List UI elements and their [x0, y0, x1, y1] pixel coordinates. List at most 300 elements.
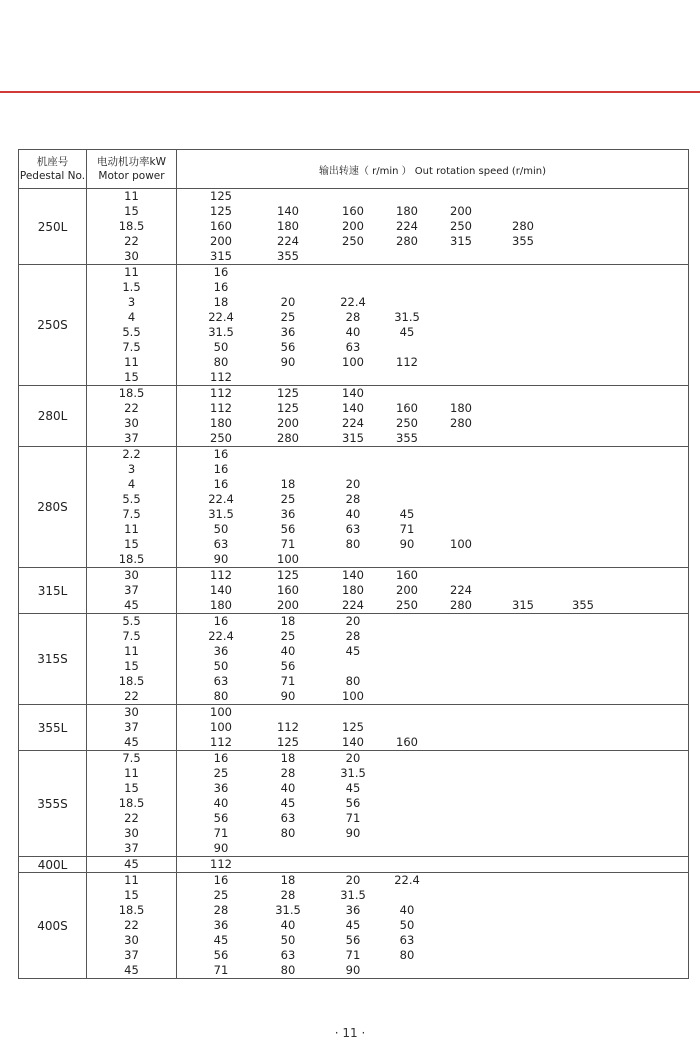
speed-value: 36 — [345, 903, 361, 917]
speed-value: 250 — [396, 416, 418, 430]
speed-value: 280 — [512, 219, 534, 233]
speed-value: 63 — [213, 537, 229, 551]
speed-header: 输出转速（ r/min ） Out rotation speed (r/min) — [177, 150, 689, 189]
speed-value: 80 — [213, 689, 229, 703]
speed-value: 71 — [280, 674, 296, 688]
speed-value: 90 — [399, 537, 415, 551]
speed-value: 36 — [280, 507, 296, 521]
speed-value: 80 — [345, 674, 361, 688]
power-header — [87, 150, 177, 189]
speed-value: 80 — [399, 948, 415, 962]
speed-line — [177, 933, 688, 948]
speed-line — [177, 796, 688, 811]
speed-value: 355 — [572, 598, 594, 612]
speed-value: 16 — [213, 265, 229, 279]
power-value: 15 — [124, 888, 139, 902]
speed-line — [177, 841, 688, 856]
pedestal-cell: 280L — [19, 386, 87, 447]
power-value: 22 — [124, 401, 139, 415]
power-value: 37 — [124, 841, 139, 855]
speed-value: 36 — [213, 918, 229, 932]
power-value: 11 — [124, 522, 139, 536]
speed-value: 180 — [277, 219, 299, 233]
speed-value: 18 — [280, 873, 296, 887]
speed-value: 125 — [277, 401, 299, 415]
speed-value: 25 — [280, 492, 296, 506]
speed-value: 140 — [210, 583, 232, 597]
speed-cell — [177, 265, 689, 386]
speed-value: 180 — [210, 598, 232, 612]
speed-value: 125 — [210, 204, 232, 218]
speed-line — [177, 674, 688, 689]
speed-line — [177, 903, 688, 918]
speed-value: 16 — [213, 751, 229, 765]
speed-line — [177, 492, 688, 507]
power-header-zh: 电动机功率kW — [97, 156, 166, 168]
speed-value: 90 — [213, 552, 229, 566]
speed-value: 355 — [512, 234, 534, 248]
speed-line — [177, 918, 688, 933]
speed-value: 280 — [396, 234, 418, 248]
speed-value: 28 — [345, 492, 361, 506]
speed-value: 16 — [213, 447, 229, 461]
speed-value: 224 — [450, 583, 472, 597]
speed-value: 200 — [277, 598, 299, 612]
speed-value: 71 — [345, 948, 361, 962]
speed-line — [177, 234, 688, 249]
speed-value: 63 — [280, 948, 296, 962]
power-value: 11 — [124, 873, 139, 887]
power-value: 7.5 — [122, 751, 141, 765]
speed-value: 63 — [213, 674, 229, 688]
speed-value: 45 — [280, 796, 296, 810]
power-value: 37 — [124, 720, 139, 734]
speed-value: 56 — [345, 933, 361, 947]
speed-line — [177, 325, 688, 340]
speed-line — [177, 644, 688, 659]
speed-line — [177, 189, 688, 204]
speed-line — [177, 249, 688, 264]
speed-value: 71 — [213, 963, 229, 977]
speed-line — [177, 948, 688, 963]
table-row — [19, 189, 689, 265]
pedestal-cell: 280S — [19, 447, 87, 568]
speed-cell — [177, 614, 689, 705]
speed-cell — [177, 857, 689, 873]
power-value: 15 — [124, 370, 139, 384]
speed-value: 31.5 — [208, 507, 234, 521]
speed-line — [177, 204, 688, 219]
speed-line — [177, 735, 688, 750]
speed-value: 28 — [345, 310, 361, 324]
power-value: 11 — [124, 644, 139, 658]
power-cell — [87, 614, 177, 705]
speed-value: 28 — [280, 888, 296, 902]
speed-line — [177, 598, 688, 613]
table-row — [19, 751, 689, 857]
power-value: 22 — [124, 811, 139, 825]
speed-value: 112 — [210, 735, 232, 749]
speed-value: 45 — [345, 918, 361, 932]
speed-value: 250 — [396, 598, 418, 612]
speed-value: 28 — [213, 903, 229, 917]
speed-line — [177, 720, 688, 735]
speed-value: 25 — [213, 766, 229, 780]
top-rule — [0, 91, 700, 93]
speed-value: 16 — [213, 477, 229, 491]
power-value: 18.5 — [118, 219, 145, 233]
speed-cell — [177, 189, 689, 265]
table-row — [19, 614, 689, 705]
speed-line — [177, 340, 688, 355]
speed-value: 36 — [280, 325, 296, 339]
table-row — [19, 568, 689, 614]
power-value: 2.2 — [122, 447, 141, 461]
speed-value: 160 — [396, 401, 418, 415]
speed-cell — [177, 568, 689, 614]
speed-value: 80 — [280, 963, 296, 977]
speed-value: 224 — [396, 219, 418, 233]
speed-value: 112 — [210, 370, 232, 384]
speed-table — [18, 149, 689, 979]
speed-line — [177, 431, 688, 446]
speed-value: 63 — [280, 811, 296, 825]
speed-value: 140 — [342, 386, 364, 400]
speed-value: 224 — [342, 598, 364, 612]
speed-value: 28 — [345, 629, 361, 643]
speed-value: 112 — [396, 355, 418, 369]
speed-value: 200 — [396, 583, 418, 597]
speed-value: 31.5 — [340, 766, 366, 780]
power-value: 37 — [124, 431, 139, 445]
speed-value: 140 — [342, 735, 364, 749]
speed-value: 56 — [280, 340, 296, 354]
power-value: 30 — [124, 249, 139, 263]
pedestal-header — [19, 150, 87, 189]
speed-value: 22.4 — [208, 629, 234, 643]
speed-value: 355 — [396, 431, 418, 445]
pedestal-cell: 355L — [19, 705, 87, 751]
speed-value: 18 — [280, 614, 296, 628]
table-row — [19, 857, 689, 873]
speed-value: 200 — [450, 204, 472, 218]
speed-value: 280 — [450, 416, 472, 430]
speed-value: 40 — [280, 918, 296, 932]
pedestal-cell: 355S — [19, 751, 87, 857]
power-value: 1.5 — [122, 280, 141, 294]
speed-value: 140 — [342, 568, 364, 582]
speed-value: 280 — [450, 598, 472, 612]
speed-value: 100 — [342, 689, 364, 703]
speed-value: 90 — [345, 826, 361, 840]
speed-value: 50 — [280, 933, 296, 947]
power-value: 11 — [124, 189, 139, 203]
pedestal-header-zh: 机座号 — [36, 156, 69, 168]
speed-value: 100 — [277, 552, 299, 566]
power-value: 37 — [124, 948, 139, 962]
speed-value: 25 — [213, 888, 229, 902]
speed-value: 80 — [213, 355, 229, 369]
speed-value: 160 — [396, 735, 418, 749]
power-value: 11 — [124, 355, 139, 369]
speed-value: 125 — [277, 568, 299, 582]
speed-line — [177, 477, 688, 492]
power-cell — [87, 568, 177, 614]
speed-value: 140 — [277, 204, 299, 218]
speed-value: 71 — [345, 811, 361, 825]
power-cell — [87, 751, 177, 857]
power-value: 5.5 — [122, 325, 141, 339]
speed-value: 250 — [210, 431, 232, 445]
power-value: 15 — [124, 781, 139, 795]
speed-line — [177, 781, 688, 796]
table-row — [19, 447, 689, 568]
speed-value: 71 — [280, 537, 296, 551]
speed-value: 112 — [277, 720, 299, 734]
speed-value: 80 — [280, 826, 296, 840]
pedestal-cell: 315L — [19, 568, 87, 614]
speed-value: 36 — [213, 781, 229, 795]
power-value: 5.5 — [122, 492, 141, 506]
speed-value: 45 — [399, 507, 415, 521]
speed-value: 315 — [210, 249, 232, 263]
speed-value: 125 — [277, 735, 299, 749]
speed-value: 50 — [213, 522, 229, 536]
power-value: 22 — [124, 234, 139, 248]
speed-line — [177, 705, 688, 720]
speed-value: 71 — [213, 826, 229, 840]
speed-line — [177, 401, 688, 416]
speed-line — [177, 873, 688, 888]
speed-line — [177, 265, 688, 280]
speed-value: 56 — [213, 948, 229, 962]
speed-line — [177, 355, 688, 370]
speed-value: 16 — [213, 873, 229, 887]
speed-value: 200 — [277, 416, 299, 430]
speed-cell — [177, 386, 689, 447]
power-value: 7.5 — [122, 629, 141, 643]
speed-line — [177, 583, 688, 598]
speed-line — [177, 689, 688, 704]
speed-value: 22.4 — [208, 492, 234, 506]
power-value: 11 — [124, 265, 139, 279]
speed-value: 315 — [512, 598, 534, 612]
speed-value: 250 — [342, 234, 364, 248]
speed-value: 200 — [210, 234, 232, 248]
speed-value: 112 — [210, 857, 232, 871]
speed-value: 18 — [280, 477, 296, 491]
power-cell — [87, 873, 177, 979]
speed-value: 50 — [213, 659, 229, 673]
speed-value: 90 — [280, 689, 296, 703]
power-cell — [87, 386, 177, 447]
power-value: 37 — [124, 583, 139, 597]
speed-line — [177, 462, 688, 477]
speed-line — [177, 370, 688, 385]
speed-value: 20 — [345, 873, 361, 887]
speed-line — [177, 766, 688, 781]
speed-line — [177, 629, 688, 644]
table-header — [19, 150, 689, 189]
speed-value: 16 — [213, 462, 229, 476]
power-value: 7.5 — [122, 507, 141, 521]
speed-value: 16 — [213, 614, 229, 628]
table-row — [19, 265, 689, 386]
speed-value: 63 — [399, 933, 415, 947]
power-cell — [87, 189, 177, 265]
pedestal-cell: 315S — [19, 614, 87, 705]
speed-value: 31.5 — [275, 903, 301, 917]
table-row — [19, 386, 689, 447]
speed-value: 20 — [345, 751, 361, 765]
power-value: 18.5 — [118, 674, 145, 688]
speed-value: 20 — [345, 614, 361, 628]
speed-value: 100 — [210, 720, 232, 734]
power-value: 45 — [124, 735, 139, 749]
speed-value: 180 — [210, 416, 232, 430]
power-value: 45 — [124, 963, 139, 977]
speed-value: 40 — [399, 903, 415, 917]
speed-value: 20 — [345, 477, 361, 491]
power-value: 15 — [124, 537, 139, 551]
speed-line — [177, 659, 688, 674]
speed-line — [177, 310, 688, 325]
speed-cell — [177, 447, 689, 568]
speed-value: 56 — [280, 659, 296, 673]
speed-line — [177, 386, 688, 401]
speed-value: 31.5 — [208, 325, 234, 339]
speed-line — [177, 811, 688, 826]
speed-value: 20 — [280, 295, 296, 309]
speed-value: 80 — [345, 537, 361, 551]
speed-value: 28 — [280, 766, 296, 780]
power-value: 15 — [124, 204, 139, 218]
power-value: 18.5 — [118, 903, 145, 917]
speed-value: 280 — [277, 431, 299, 445]
speed-value: 40 — [280, 781, 296, 795]
speed-value: 45 — [399, 325, 415, 339]
speed-value: 355 — [277, 249, 299, 263]
speed-value: 90 — [213, 841, 229, 855]
speed-line — [177, 416, 688, 431]
speed-line — [177, 219, 688, 234]
speed-value: 315 — [450, 234, 472, 248]
speed-value: 63 — [345, 340, 361, 354]
speed-value: 160 — [277, 583, 299, 597]
speed-value: 112 — [210, 401, 232, 415]
pedestal-header-en: Pedestal No. — [19, 170, 86, 182]
speed-value: 224 — [342, 416, 364, 430]
speed-value: 40 — [345, 507, 361, 521]
speed-line — [177, 826, 688, 841]
speed-value: 40 — [213, 796, 229, 810]
speed-line — [177, 280, 688, 295]
speed-value: 25 — [280, 629, 296, 643]
speed-value: 224 — [277, 234, 299, 248]
power-value: 30 — [124, 933, 139, 947]
speed-line — [177, 963, 688, 978]
power-cell — [87, 265, 177, 386]
speed-line — [177, 537, 688, 552]
pedestal-cell: 250L — [19, 189, 87, 265]
speed-value: 125 — [277, 386, 299, 400]
speed-value: 100 — [450, 537, 472, 551]
speed-value: 200 — [342, 219, 364, 233]
speed-value: 45 — [213, 933, 229, 947]
speed-line — [177, 507, 688, 522]
power-value: 22 — [124, 689, 139, 703]
power-cell — [87, 857, 177, 873]
speed-value: 31.5 — [394, 310, 420, 324]
power-value: 11 — [124, 766, 139, 780]
power-value: 4 — [127, 310, 136, 324]
speed-value: 45 — [345, 644, 361, 658]
table-row — [19, 705, 689, 751]
power-header-en: Motor power — [98, 170, 165, 182]
speed-value: 250 — [450, 219, 472, 233]
speed-line — [177, 447, 688, 462]
power-value: 15 — [124, 659, 139, 673]
speed-line — [177, 552, 688, 567]
speed-line — [177, 295, 688, 310]
speed-value: 180 — [396, 204, 418, 218]
speed-line — [177, 751, 688, 766]
pedestal-cell: 400S — [19, 873, 87, 979]
power-value: 3 — [127, 295, 136, 309]
speed-value: 16 — [213, 280, 229, 294]
power-cell — [87, 705, 177, 751]
speed-value: 25 — [280, 310, 296, 324]
power-value: 30 — [124, 568, 139, 582]
speed-value: 22.4 — [394, 873, 420, 887]
page-number: · 11 · — [334, 1026, 366, 1040]
speed-value: 180 — [342, 583, 364, 597]
speed-value: 56 — [345, 796, 361, 810]
speed-value: 50 — [213, 340, 229, 354]
pedestal-cell: 250S — [19, 265, 87, 386]
speed-line — [177, 568, 688, 583]
speed-value: 125 — [210, 189, 232, 203]
speed-cell — [177, 873, 689, 979]
power-cell — [87, 447, 177, 568]
pedestal-cell: 400L — [19, 857, 87, 873]
power-value: 30 — [124, 416, 139, 430]
power-value: 45 — [124, 857, 139, 871]
speed-value: 160 — [396, 568, 418, 582]
speed-line — [177, 888, 688, 903]
speed-value: 56 — [213, 811, 229, 825]
speed-value: 160 — [342, 204, 364, 218]
power-value: 18.5 — [118, 796, 145, 810]
speed-value: 36 — [213, 644, 229, 658]
speed-value: 112 — [210, 568, 232, 582]
speed-value: 56 — [280, 522, 296, 536]
speed-line — [177, 857, 688, 872]
power-value: 18.5 — [118, 386, 145, 400]
power-value: 18.5 — [118, 552, 145, 566]
speed-line — [177, 522, 688, 537]
speed-value: 18 — [280, 751, 296, 765]
speed-value: 315 — [342, 431, 364, 445]
speed-value: 31.5 — [340, 888, 366, 902]
speed-value: 63 — [345, 522, 361, 536]
speed-cell — [177, 705, 689, 751]
speed-value: 18 — [213, 295, 229, 309]
speed-value: 90 — [345, 963, 361, 977]
power-value: 30 — [124, 705, 139, 719]
power-value: 45 — [124, 598, 139, 612]
power-value: 3 — [127, 462, 136, 476]
